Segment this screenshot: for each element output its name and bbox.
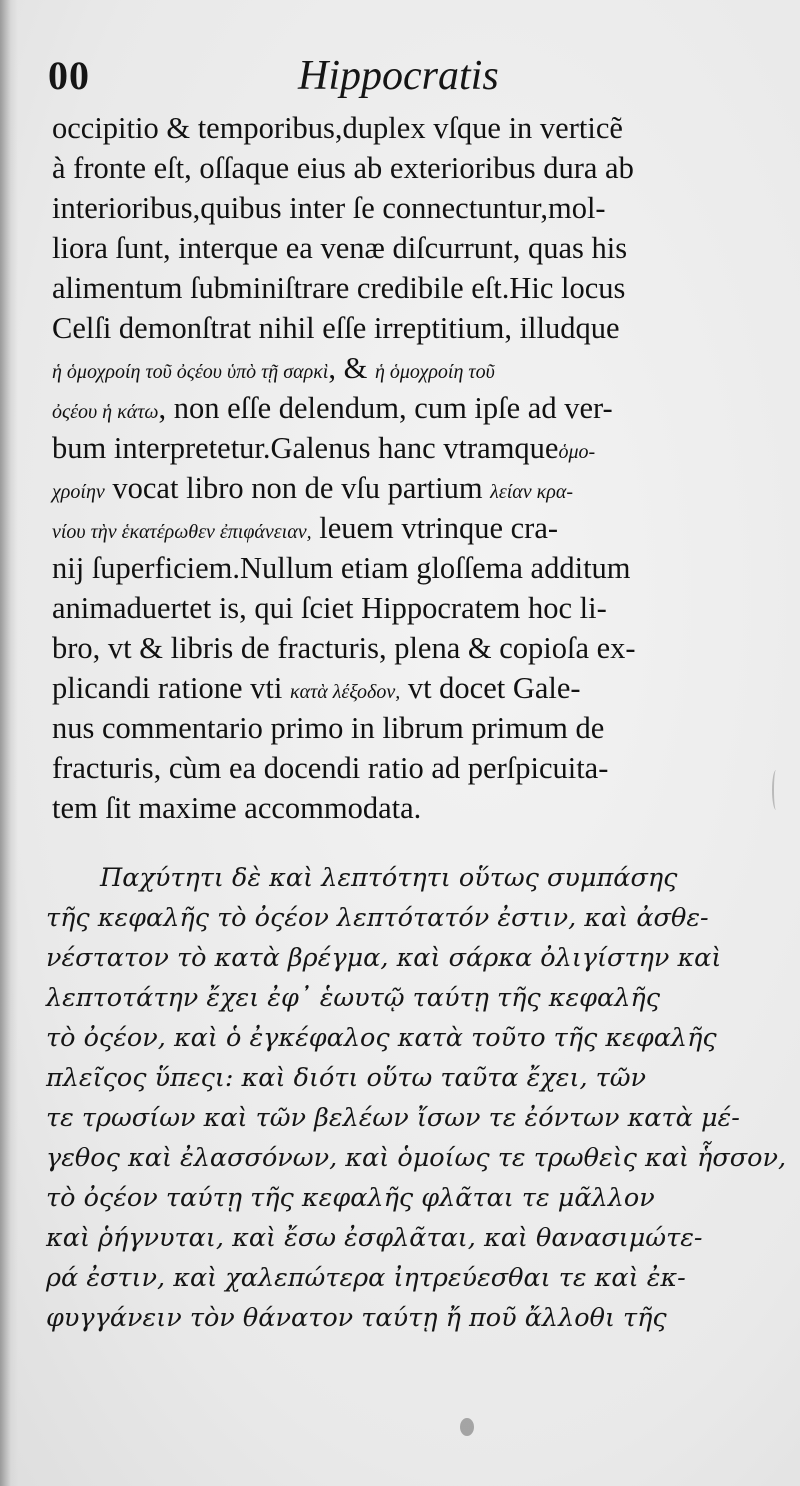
latin-commentary xyxy=(52,108,752,828)
latin-fragment: , non eſſe delendum, cum ipſe ad ver- xyxy=(158,391,613,425)
text-line: fracturis, cùm ea docendi ratio ad perſpicuita- xyxy=(52,751,609,785)
text-line xyxy=(52,428,752,468)
text-line xyxy=(52,468,752,508)
text-line: liora ſunt, interque ea venæ diſcurrunt, quas his xyxy=(52,231,628,265)
ink-spot xyxy=(460,1418,474,1436)
greek-quote: ἡ ὁμοχροίη τοῦ xyxy=(374,361,495,383)
text-line: τῆς κεφαλῆς τὸ ὀςέον λεπτότατόν ἐστιν, καὶ ἀσθε- xyxy=(46,903,709,933)
text-line: à fronte eſt, oſſaque eius ab exterioribus dura ab xyxy=(52,151,634,185)
page-gutter-shadow xyxy=(0,0,18,1486)
text-line: interioribus,quibus inter ſe connectuntur,mol- xyxy=(52,191,606,225)
greek-quote: ἡ ὁμοχροίη τοῦ ὀςέου ὑπὸ τῇ σαρκὶ xyxy=(52,361,329,383)
latin-fragment: vocat libro non de vſu partium xyxy=(104,471,491,505)
text-line xyxy=(52,348,752,388)
text-line: φυγγάνειν τὸν θάνατον ταύτῃ ἤ ποῦ ἄλλοθι τῆς xyxy=(46,1303,667,1333)
page-header xyxy=(48,52,748,112)
text-line: καὶ ῥήγνυται, καὶ ἔσω ἐσφλᾶται, καὶ θανασιμώτε- xyxy=(46,1223,703,1253)
text-line: πλεῖςος ὕπεςι: καὶ διότι οὕτω ταῦτα ἔχει, τῶν xyxy=(46,1063,647,1093)
text-line: occipitio & temporibus,duplex vſque in verticẽ xyxy=(52,111,623,145)
text-line xyxy=(52,668,752,708)
text-line: nij ſuperficiem.Nullum etiam gloſſema additum xyxy=(52,551,631,585)
text-line xyxy=(52,508,752,548)
greek-quote: νίου τὴν ἑκατέρωθεν ἐπιφάνειαν, xyxy=(52,521,312,543)
greek-quote: χροίην xyxy=(52,481,105,503)
text-line xyxy=(52,388,752,428)
greek-quote: λείαν κρα- xyxy=(490,481,574,503)
latin-fragment: bum interpretetur.Galenus hanc vtramque xyxy=(52,431,559,465)
text-line: bro, vt & libris de fracturis, plena & copioſa ex- xyxy=(52,631,636,665)
text-line: γεθος καὶ ἐλασσόνων, καὶ ὁμοίως τε τρωθεὶς καὶ ἧσσον, xyxy=(46,1143,787,1173)
text-line: λεπτοτάτην ἔχει ἐφ᾽ ἑωυτῷ ταύτῃ τῆς κεφαλῆς xyxy=(46,983,660,1013)
text-line: νέστατον τὸ κατὰ βρέγμα, καὶ σάρκα ὀλιγίστην καὶ xyxy=(46,943,722,973)
text-line: τὸ ὀςέον ταύτῃ τῆς κεφαλῆς φλᾶται τε μᾶλλον xyxy=(46,1183,655,1213)
text-line: animaduertet is, qui ſciet Hippocratem hoc li- xyxy=(52,591,607,625)
greek-source-text xyxy=(46,858,787,1338)
margin-mark xyxy=(772,770,780,810)
latin-fragment: plicandi ratione vti xyxy=(52,671,290,705)
text-line: τε τρωσίων καὶ τῶν βελέων ἴσων τε ἐόντων κατὰ μέ- xyxy=(46,1103,740,1133)
latin-fragment: leuem vtrinque cra- xyxy=(311,511,559,545)
text-line: τὸ ὀςέον, καὶ ὁ ἐγκέφαλος κατὰ τοῦτο τῆς κεφαλῆς xyxy=(46,1023,717,1053)
text-line: alimentum ſubminiſtrare credibile eſt.Hic locus xyxy=(52,271,626,305)
text-line: tem ſit maxime accommodata. xyxy=(52,791,422,825)
greek-quote: ὀςέου ἡ κάτω xyxy=(52,401,159,423)
page-number: 00 xyxy=(48,53,90,98)
text-line: Celſi demonſtrat nihil eſſe irreptitium, illudque xyxy=(52,311,620,345)
text-line: nus commentario primo in librum primum de xyxy=(52,711,605,745)
greek-quote: ὁμο- xyxy=(558,441,596,463)
text-line: Παχύτητι δὲ καὶ λεπτότητι οὕτως συμπάσης xyxy=(100,863,678,893)
text-line: ρά ἐστιν, καὶ χαλεπώτερα ἰητρεύεσθαι τε καὶ ἐκ- xyxy=(46,1263,686,1293)
greek-quote: κατὰ λέξοδον, xyxy=(290,681,401,703)
separator: , & xyxy=(328,351,375,385)
latin-fragment: vt docet Gale- xyxy=(400,671,581,705)
running-head: Hippocratis xyxy=(298,53,499,99)
